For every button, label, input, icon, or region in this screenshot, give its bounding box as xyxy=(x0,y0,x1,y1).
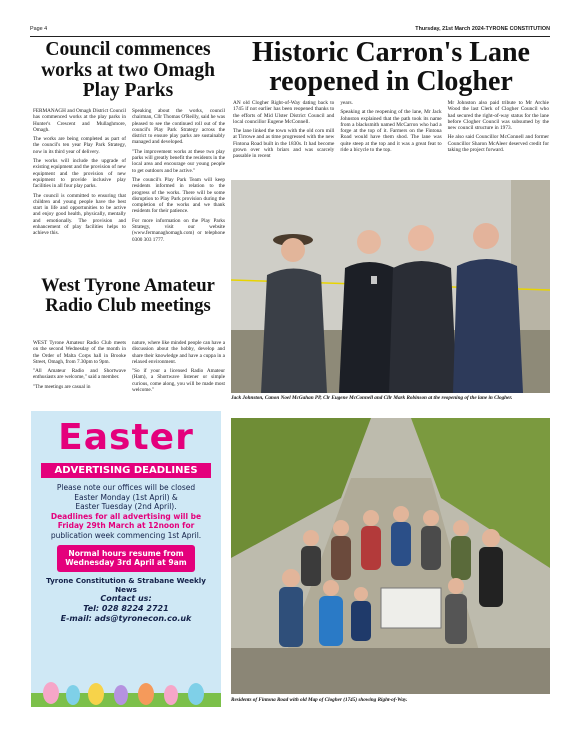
radio-headline: West Tyrone Amateur Radio Club meetings xyxy=(41,276,215,316)
council-article-body xyxy=(33,108,225,268)
historic-headline: Historic Carron's Lane reopened in Clogher xyxy=(252,37,530,97)
paragraph: "So if your a licensed Radio Amateur (Ham), a Shortwave listener or simple curious, come along, you will be made most welcome." xyxy=(132,368,225,394)
ad-line: publication week commencing 1st April. xyxy=(50,530,202,540)
photo-caption-2: Residents of Fintona Road with old Map of Clogher (1745) showing Right-of-Way. xyxy=(231,697,408,703)
paragraph: "The meetings are casual in xyxy=(33,383,91,390)
historic-column-1 xyxy=(233,100,334,163)
historic-column-2 xyxy=(340,100,441,163)
page-header xyxy=(30,26,550,36)
easter-eggs-decoration xyxy=(31,667,221,707)
ad-line: Easter Tuesday (2nd April). xyxy=(75,502,177,512)
council-headline: Council commences works at two Omagh Play Parks xyxy=(41,39,215,101)
ad-telephone: Tel: 028 8224 2721 xyxy=(83,603,169,613)
radio-column-2 xyxy=(132,340,225,396)
radio-column-1 xyxy=(33,340,126,396)
ad-hours-box xyxy=(57,545,194,572)
paragraph: The council is committed to ensuring that children and young people have the best start in life and opportunities to be active and enjoy good health, physically, mentally and emotionally. The provision and enhancement of play facilities helps to achieve this. xyxy=(33,192,126,237)
paragraph: "All Amateur Radio and Shortwave enthusiasts are welcome," said a member. xyxy=(33,368,126,381)
paragraph: The lane linked the town with the old corn mill at Tirrowe and as time progressed with the new Fintona Road built in the 1830s. It had become grown over with briars and was scarcely passable in recent xyxy=(233,128,335,160)
ad-deadline-line: Friday 29th March at 12noon for xyxy=(57,521,195,531)
paragraph: The council's Play Park Team will keep residents informed in relation to the progress of the works. There will be some disruption to Play Park provision during the completion of the works and we thank residents for their patience. xyxy=(132,176,225,215)
paragraph: FERMANAGH and Omagh District Council has commenced works at the play parks in Hunter's Crescent and Mullaghmore, Omagh. xyxy=(33,108,126,133)
paragraph: For more information on the Play Parks Strategy, visit our website (www.fermanaghomagh.com) or telephone 0300 303 1777. xyxy=(132,217,225,243)
historic-article-body xyxy=(233,100,549,182)
paragraph: Speaking at the reopening of the lane, Mr Jack Johnston explained that the path took its name from a blacksmith named McCarron who had a forge at the top of it. Farmers on the Fintona Road would have them shod. The lane was quite steep at the top and it was a great feat to ride a bicycle to the top. xyxy=(340,109,442,154)
ad-body xyxy=(39,483,213,624)
ad-line: Easter Monday (1st April) & xyxy=(74,492,178,502)
ad-subtitle: ADVERTISING DEADLINES xyxy=(41,463,211,478)
paragraph: WEST Tyrone Amateur Radio Club meets on the second Wednesday of the month in the Order of Malta Corps hall in Brooke Street, Omagh, from 7.30pm to 9pm. xyxy=(33,340,126,365)
council-column-2 xyxy=(132,108,225,246)
council-column-1 xyxy=(33,108,126,246)
page-number: Page 4 xyxy=(30,26,48,32)
ad-hours-line: Wednesday 3rd April at 9am xyxy=(65,558,187,568)
paragraph: nature, where like minded people can have a discussion about the hobby, develop and share their knowledge and have a cuppa in a relaxed environment. xyxy=(132,340,225,365)
easter-advertisement xyxy=(31,411,221,707)
ad-deadline-line: Deadlines for all advertising will be xyxy=(50,511,202,521)
ad-line: Please note our offices will be closed xyxy=(56,483,196,492)
ad-email: E-mail: ads@tyronecon.co.uk xyxy=(60,613,192,623)
ribbon-cutting-illustration xyxy=(231,180,550,393)
paragraph: Speaking about the works, council chairman, Cllr Thomas O'Reilly, said he was pleased to see the continued roll out of the council's Play Park Strategy across the district to ensure play parks are sustainably managed and developed. xyxy=(132,108,225,146)
ad-hours-line: Normal hours resume from xyxy=(68,548,184,558)
ad-papers: Tyrone Constitution & Strabane Weekly News xyxy=(46,575,206,594)
ad-contact-label: Contact us: xyxy=(100,593,152,603)
photo-caption-1: Jack Johnston, Canon Noel McGahan PP, Clr Eugene McConnell and Cllr Mark Robinson at the reopening of the lane in Clogher. xyxy=(231,395,513,401)
ad-brand-title: Easter xyxy=(58,417,194,458)
historic-column-3 xyxy=(448,100,549,163)
paragraph: AN old Clogher Right-of-Way dating back to 1745 if not earlier has been reopened thanks to the efforts of Mid Ulster District Council and local councillor Eugene McConnell. xyxy=(233,100,335,125)
paragraph: Mr Johnston also paid tribute to Mr Archie Wood the last Clerk of Clogher Council who had secured the right-of-way status for the lane before Clogher Council was subsumed by the new council structure in 1973. xyxy=(447,100,549,132)
dateline: Thursday, 21st March 2024-TYRONE CONSTITUTION xyxy=(415,26,550,32)
radio-article-body xyxy=(33,340,225,412)
paragraph: He also said Councillor McConnell and former Councillor Sharon McAleer deserved credit for taking the project forward. xyxy=(447,134,549,154)
paragraph: The works are being completed as part of the council's ten year Play Park Strategy, now in its third year of delivery. xyxy=(33,136,126,155)
paragraph: "The improvement works at these two play parks will greatly benefit the residents in the local area and encourage our young people to get outdoors and be active." xyxy=(132,148,225,174)
ribbon-cutting-photo xyxy=(231,180,550,393)
residents-group-photo xyxy=(231,418,550,694)
residents-group-illustration xyxy=(231,418,550,694)
paragraph: years. xyxy=(340,100,353,106)
paragraph: The works will include the upgrade of existing equipment and the provision of new equipment and the provision of new equipment to provide inclusive play facilities in all four play parks. xyxy=(33,158,126,190)
